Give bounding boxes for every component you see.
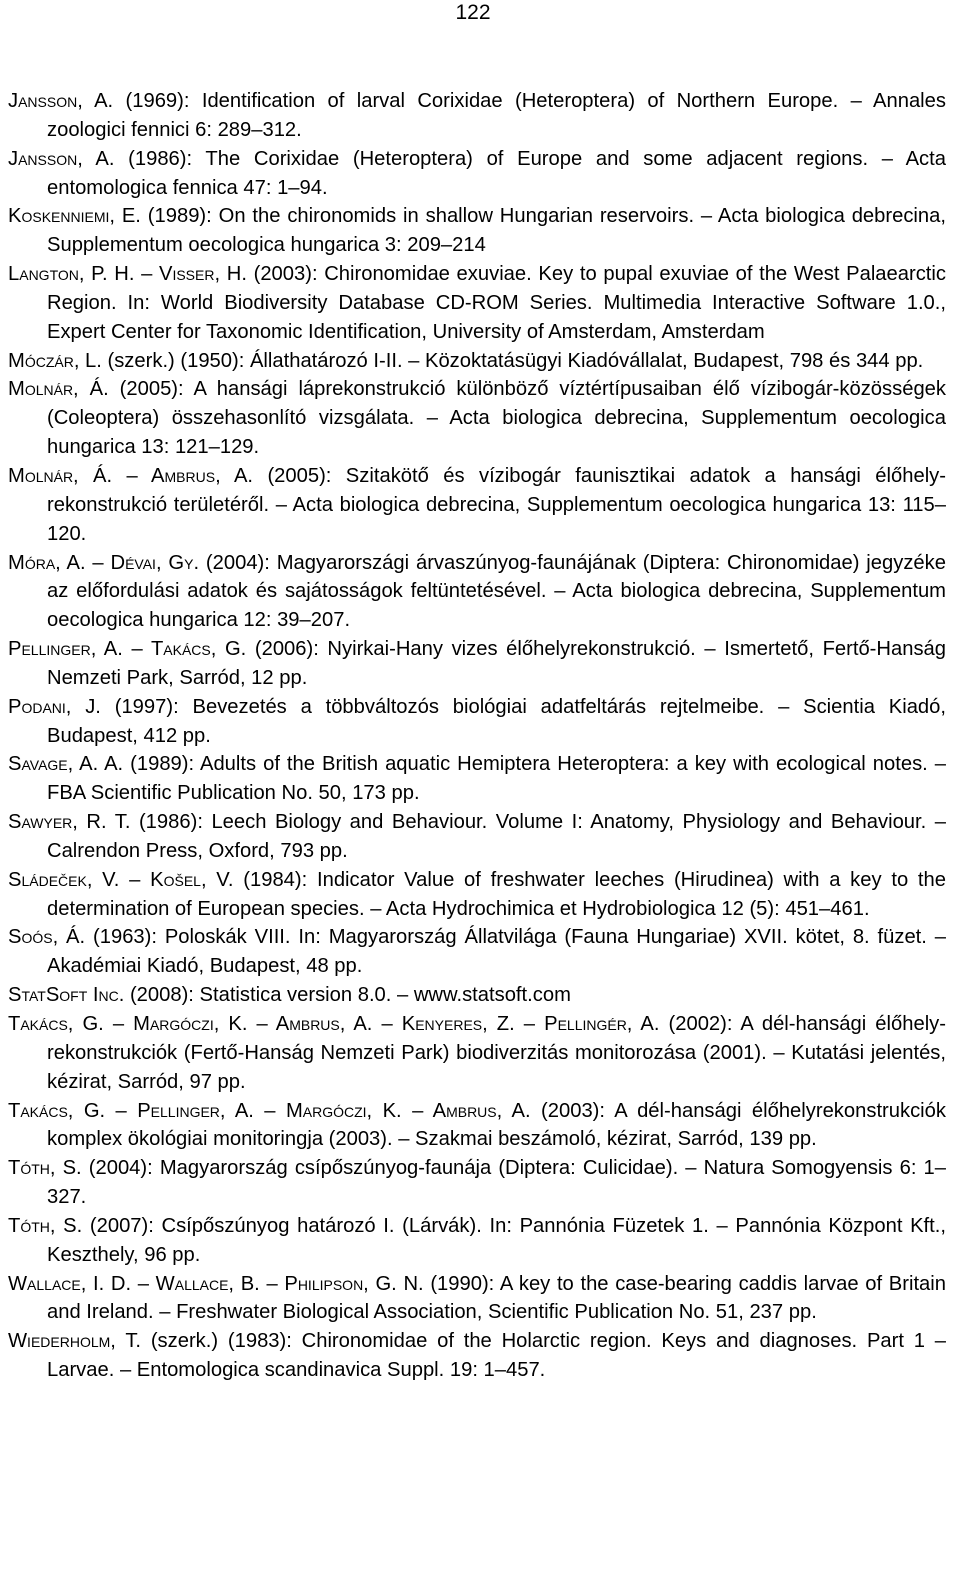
reference-entry (8, 923, 946, 981)
reference-text: (1986): Leech Biology and Behaviour. Volume I: Anatomy, Physiology and Behaviour. – Calrendon Press, Oxford, 793 pp. (47, 811, 946, 862)
reference-authors: Móczár, L. (8, 349, 102, 372)
reference-authors: Koskenniemi, E. (8, 205, 141, 228)
reference-entry (8, 202, 946, 260)
reference-text: (1990): A key to the case-bearing caddis larvae of Britain and Ireland. – Freshwater Biological Association, Scientific Publication No. 51, 237 pp. (47, 1272, 946, 1324)
reference-authors: Wiederholm, T. (8, 1330, 142, 1353)
reference-authors: Sládeček, V. – Košel, V. (8, 868, 234, 891)
reference-authors: Savage, A. A. (8, 753, 124, 776)
reference-text: (2005): Szitakötő és vízibogár faunisztikai adatok a hansági élőhely-rekonstrukció területéről. – Acta biologica debrecina, Supplementum oecologica hungarica 13: 115–120. (47, 464, 947, 545)
reference-authors: Podani, J. (8, 695, 101, 718)
reference-entry (8, 462, 946, 549)
reference-entry (8, 145, 946, 203)
reference-text: (2003): A dél-hansági élőhelyrekonstrukciók komplex ökológiai monitoringja (2003). – Szakmai beszámoló, kézirat, Sarród, 139 pp. (47, 1099, 946, 1151)
reference-authors: Móra, A. – Dévai, Gy. (8, 551, 200, 574)
reference-authors: Sawyer, R. T. (8, 811, 131, 834)
reference-entry (8, 750, 946, 808)
reference-entry (8, 549, 946, 636)
reference-authors: Molnár, Á. – Ambrus, A. (8, 464, 254, 487)
reference-list (8, 87, 946, 1385)
reference-authors: Tóth, S. (8, 1157, 82, 1180)
reference-text: (2006): Nyirkai-Hany vizes élőhelyrekonstrukció. – Ismertető, Fertő-Hanság Nemzeti Park, Sarród, 12 pp. (47, 638, 946, 689)
reference-entry (8, 693, 946, 751)
reference-authors: Takács, G. – Margóczi, K. – Ambrus, A. – Kenyeres, Z. – Pellingér, A. (8, 1013, 660, 1035)
reference-authors: Molnár, Á. (8, 378, 109, 401)
reference-text: (1969): Identification of larval Corixidae (Heteroptera) of Northern Europe. – Annales zoologici fennici 6: 289–312. (47, 90, 946, 141)
reference-text: (2004): Magyarországi árvaszúnyog-faunájának (Diptera: Chironomidae) jegyzéke az előfordulási adatok és sajátosságok feltüntetésével. – Acta biologica debrecina, Supplementum oecologica hungarica 12: 39–207. (47, 551, 946, 632)
reference-authors: Tóth, S. (8, 1214, 83, 1237)
reference-text: (2003): Chironomidae exuviae. Key to pupal exuviae of the West Palaearctic Region. In: World Biodiversity Database CD-ROM Series. Multimedia Interactive Software 1.0., Expert Center for Taxonomic Identification, University of Amsterdam, Amsterdam (47, 263, 946, 343)
reference-authors: Wallace, I. D. – Wallace, B. – Philipson, G. N. (8, 1272, 424, 1295)
reference-text: (2007): Csípőszúnyog határozó I. (Lárvák). In: Pannónia Füzetek 1. – Pannónia Központ Kft., Keszthely, 96 pp. (47, 1214, 946, 1266)
reference-authors: Jansson, A. (8, 90, 114, 112)
reference-text: (1963): Poloskák VIII. In: Magyarország Állatvilága (Fauna Hungariae) XVII. kötet, 8. füzet. – Akadémiai Kiadó, Budapest, 48 pp. (47, 926, 946, 978)
reference-text: (2004): Magyarország csípőszúnyog-faunája (Diptera: Culicidae). – Natura Somogyensis 6: 1–327. (47, 1157, 946, 1209)
reference-entry (8, 981, 946, 1010)
reference-entry (8, 1154, 946, 1212)
reference-text: (2008): Statistica version 8.0. – www.statsoft.com (124, 984, 571, 1007)
reference-authors: Langton, P. H. – Visser, H. (8, 263, 247, 286)
reference-authors: Soós, Á. (8, 926, 86, 949)
reference-authors: StatSoft Inc. (8, 984, 125, 1007)
reference-authors: Jansson, A. (8, 147, 115, 170)
reference-text: (1989): On the chironomids in shallow Hungarian reservoirs. – Acta biologica debrecina, Supplementum oecologica hungarica 3: 209–214 (47, 205, 946, 257)
reference-entry (8, 347, 946, 376)
reference-entry (8, 866, 946, 924)
reference-text: (2005): A hansági láprekonstrukció különböző víztértípusaiban élő vízibogár-közösségek (Coleoptera) összehasonlító vizsgálata. – Acta biologica debrecina, Supplementum oecologica hungarica 13: 121–129. (47, 378, 947, 459)
reference-entry (8, 260, 946, 347)
reference-text: (1997): Bevezetés a többváltozós biológiai adatfeltárás rejtelmeibe. – Scientia Kiadó, Budapest, 412 pp. (47, 695, 946, 747)
reference-text: (1986): The Corixidae (Heteroptera) of Europe and some adjacent regions. – Acta entomologica fennica 47: 1–94. (47, 147, 946, 199)
reference-entry (8, 1212, 946, 1270)
reference-text: (szerk.) (1950): Állathatározó I-II. – Közoktatásügyi Kiadóvállalat, Budapest, 798 és 344 pp. (101, 349, 924, 372)
reference-entry (8, 1270, 946, 1328)
reference-text: (szerk.) (1983): Chironomidae of the Holarctic region. Keys and diagnoses. Part 1 – Larvae. – Entomologica scandinavica Suppl. 19: 1–457. (47, 1330, 946, 1382)
reference-entry (8, 1327, 946, 1385)
reference-authors: Pellinger, A. – Takács, G. (8, 638, 247, 661)
reference-entry (8, 808, 946, 866)
reference-text: (1989): Adults of the British aquatic Hemiptera Heteroptera: a key with ecological notes. – FBA Scientific Publication No. 50, 173 pp. (47, 753, 946, 805)
reference-text: (2002): A dél-hansági élőhely-rekonstrukciók (Fertő-Hanság Nemzeti Park) biodiverzitás monitorozása (2001). – Kutatási jelentés, kézirat, Sarród, 97 pp. (47, 1013, 946, 1093)
reference-entry (8, 1010, 946, 1097)
reference-entry (8, 375, 946, 462)
reference-text: (1984): Indicator Value of freshwater leeches (Hirudinea) with a key to the determination of European species. – Acta Hydrochimica et Hydrobiologica 12 (5): 451–461. (47, 868, 946, 920)
reference-entry (8, 87, 946, 145)
page-number: 122 (455, 1, 491, 24)
reference-authors: Takács, G. – Pellinger, A. – Margóczi, K. – Ambrus, A. (8, 1099, 531, 1122)
reference-entry (8, 635, 946, 693)
reference-entry (8, 1097, 946, 1155)
